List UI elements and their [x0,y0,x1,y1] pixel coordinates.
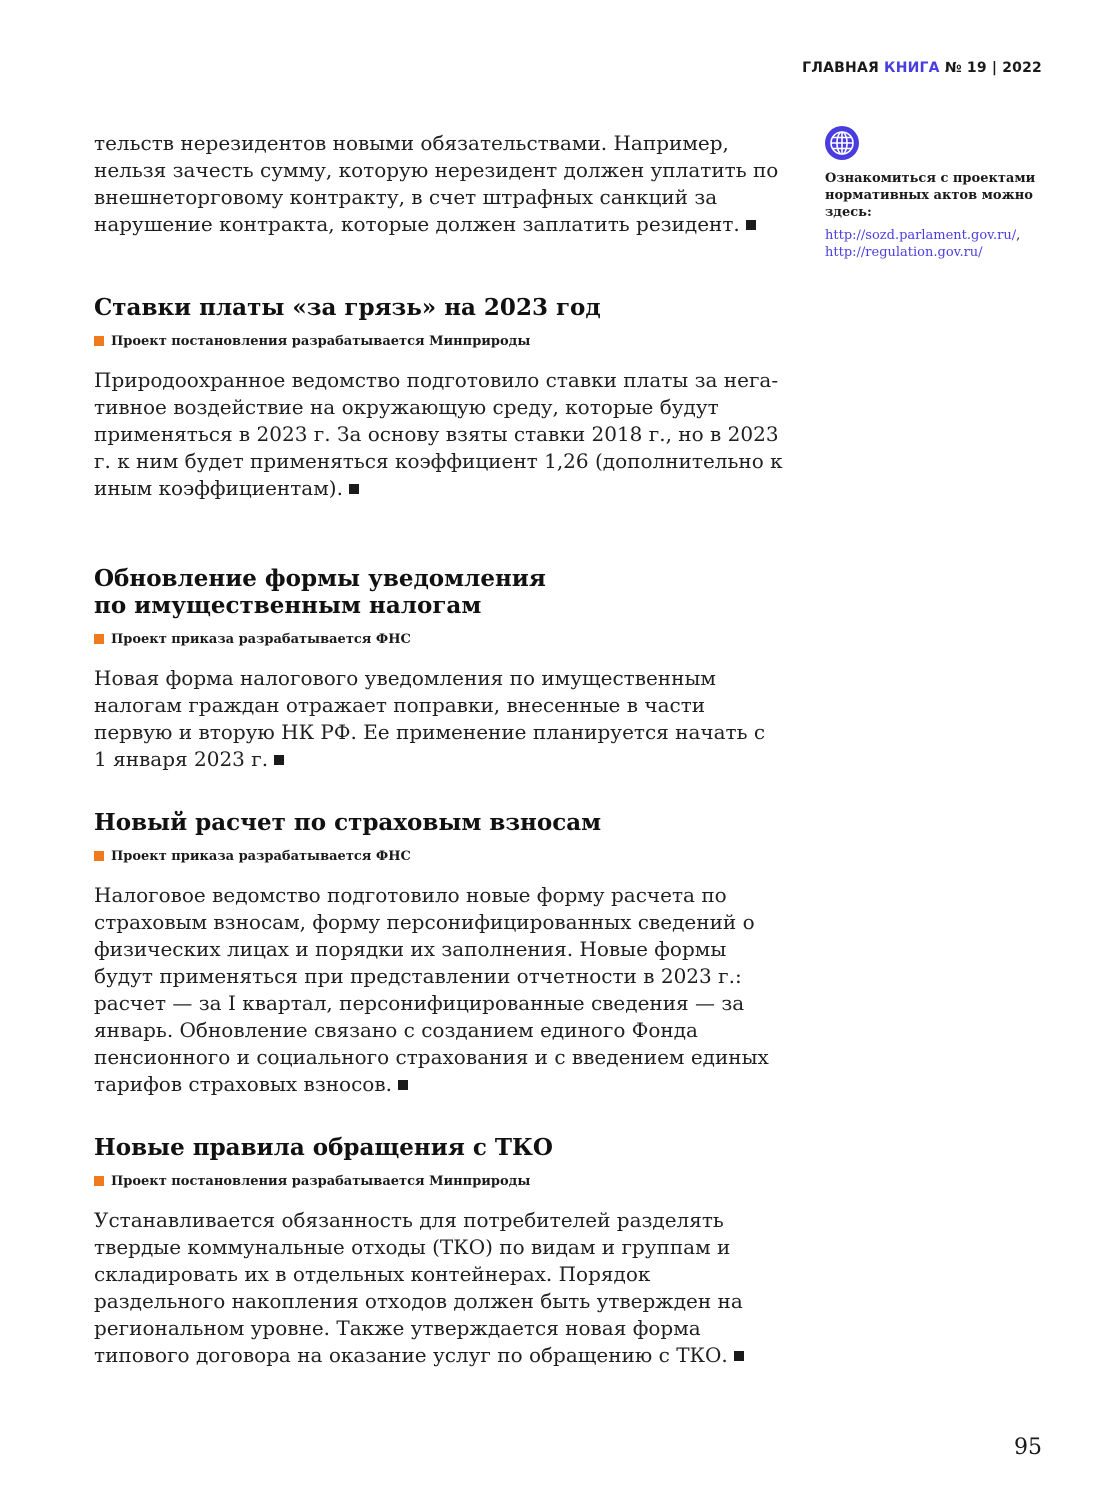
end-mark [746,220,756,230]
section-body: Налоговое ведомство подготовило новые форму расчета по страховым взносам, форму персонифицированных сведений о физических лицах и порядки их заполнения. Новые формы будут применяться при представлении отчетности в 2023 г.: расчет — за I квартал, персонифицированные сведения — за январь. Обновление связано с созданием единого Фонда пенсионного и социального страхования и с введением единых тарифов страховых взносов. [94,883,769,1096]
end-mark [734,1351,744,1361]
section-body: Природоохранное ведомство подготовило ставки платы за негативное воздействие на окружающую среду, которые будут применяться в 2023 г. За основу взяты ставки 2018 г., но в 2023 г. к ним будет применяться коэффициент 1,26 (дополнительно к иным коэффициентам). [94,368,783,500]
orange-square-icon [94,851,104,861]
page-number: 95 [1014,1435,1042,1460]
section-title: Новые правила обращения с ТКО [94,1134,553,1161]
link-regulation[interactable]: http://regulation.gov.ru/ [825,245,983,260]
section-body: Устанавливается обязанность для потребителей разделять твердые коммунальные отходы (ТКО) по видам и группам и складировать их в отдельных контейнерах. Порядок раздельного накопления отходов должен быть утвержден на региональном уровне. Также утверждается новая форма типового договора на оказание услуг по обращению с ТКО. [94,1208,743,1367]
section-title: Ставки платы «за грязь» на 2023 год [94,294,601,321]
sidebar-note [825,126,1050,261]
intro-paragraph: тельств нерезидентов новыми обязательствами. Например, нельзя зачесть сумму, которую нерезидент должен уплатить по внешнеторговому контракту, в счет штрафных санкций за нарушение контракта, которые должен заплатить резидент. [94,131,779,236]
section-body: Новая форма налогового уведомления по имущественным налогам граждан отражает поправки, внесенные в части первую и вторую НК РФ. Ее применение планируется начать с 1 января 2023 г. [94,666,766,771]
section-meta: Проект приказа разрабатывается ФНС [94,847,784,865]
orange-square-icon [94,336,104,346]
orange-square-icon [94,634,104,644]
globe-icon [825,126,859,160]
section-title: Новый расчет по страховым взносам [94,809,602,836]
sidebar-title: Ознакомиться с проектами нормативных актов можно здесь: [825,171,1036,220]
section-waste-rules [94,1134,784,1369]
link-sozd-parlament[interactable]: http://sozd.parlament.gov.ru/ [825,228,1017,243]
section-meta: Проект приказа разрабатывается ФНС [94,630,784,648]
section-title: Обновление формы уведомления по имущественным налогам [94,565,546,619]
brand-name-part1: ГЛАВНАЯ [802,60,879,76]
end-mark [274,755,284,765]
end-mark [398,1080,408,1090]
orange-square-icon [94,1176,104,1186]
issue-number: № 19 | 2022 [944,60,1042,76]
end-mark [349,484,359,494]
page-header [802,60,1042,76]
section-pollution-fee [94,294,784,502]
section-meta: Проект постановления разрабатывается Минприроды [94,1172,784,1190]
brand-name-part2: КНИГА [884,60,940,76]
section-property-tax-notice [94,565,784,773]
section-meta: Проект постановления разрабатывается Минприроды [94,332,784,350]
sidebar-links: http://sozd.parlament.gov.ru/, http://regulation.gov.ru/ [825,228,1021,260]
section-insurance-calc [94,809,784,1098]
